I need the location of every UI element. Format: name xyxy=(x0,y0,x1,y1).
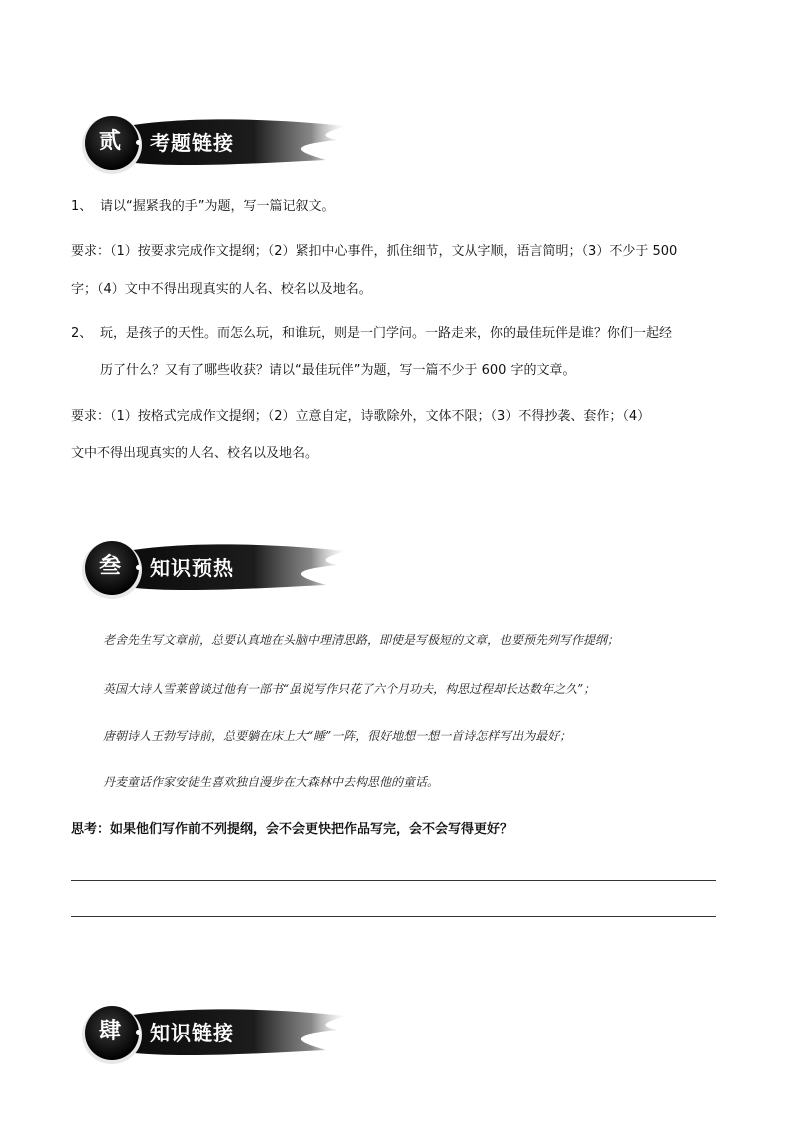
q1-req-line2: 字；（4）文中不得出现真实的人名、校名以及地名。 xyxy=(71,282,372,297)
warmup-item: 丹麦童话作家安徒生喜欢独自漫步在大森林中去构思他的童话。 xyxy=(103,775,440,789)
q1-text: 请以“握紧我的手”为题，写一篇记叙文。 xyxy=(100,199,335,214)
section-title: 知识预热 xyxy=(150,556,234,580)
bullet-dot xyxy=(136,1030,141,1035)
q2-req-line1: 要求：（1）按格式完成作文提纲；（2）立意自定，诗歌除外，文体不限；（3）不得抄袭、套作；（4） xyxy=(71,409,651,424)
section-number: 肆 xyxy=(98,1018,121,1044)
q2-text-line1: 玩，是孩子的天性。而怎么玩，和谁玩，则是一门学问。一路走来，你的最佳玩伴是谁？你们一起经 xyxy=(100,326,673,341)
q1-req-line1: 要求：（1）按要求完成作文提纲；（2）紧扣中心事件，抓住细节，文从字顺，语言简明；（3）不少于 500 xyxy=(71,244,678,259)
section-number: 贰 xyxy=(98,128,121,154)
q2-req-line2: 文中不得出现真实的人名、校名以及地名。 xyxy=(71,446,319,461)
section-heading-2 xyxy=(76,110,351,176)
section-number: 叁 xyxy=(98,553,121,579)
section-title: 知识链接 xyxy=(150,1021,234,1045)
reflection-question: 思考：如果他们写作前不列提纲，会不会更快把作品写完，会不会写得更好？ xyxy=(71,822,514,837)
warmup-item: 唐朝诗人王勃写诗前，总要躺在床上大“睡”一阵，很好地想一想一首诗怎样写出为最好； xyxy=(103,729,572,743)
section-title: 考题链接 xyxy=(150,131,234,155)
warmup-item: 英国大诗人雪莱曾谈过他有一部书“虽说写作只花了六个月功夫，构思过程却长达数年之久”； xyxy=(103,682,596,696)
answer-line xyxy=(71,880,716,881)
warmup-item: 老舍先生写文章前，总要认真地在头脑中理清思路，即使是写极短的文章，也要预先列写作提纲； xyxy=(103,633,620,647)
bullet-dot xyxy=(136,565,141,570)
q1-number: 1、 xyxy=(71,199,93,214)
bullet-dot xyxy=(136,140,141,145)
section-heading-4 xyxy=(76,1000,351,1066)
q2-number: 2、 xyxy=(71,326,93,341)
section-heading-3 xyxy=(76,535,351,601)
answer-line xyxy=(71,916,716,917)
q2-text-line2: 历了什么？又有了哪些收获？请以“最佳玩伴”为题，写一篇不少于 600 字的文章。 xyxy=(100,363,576,378)
